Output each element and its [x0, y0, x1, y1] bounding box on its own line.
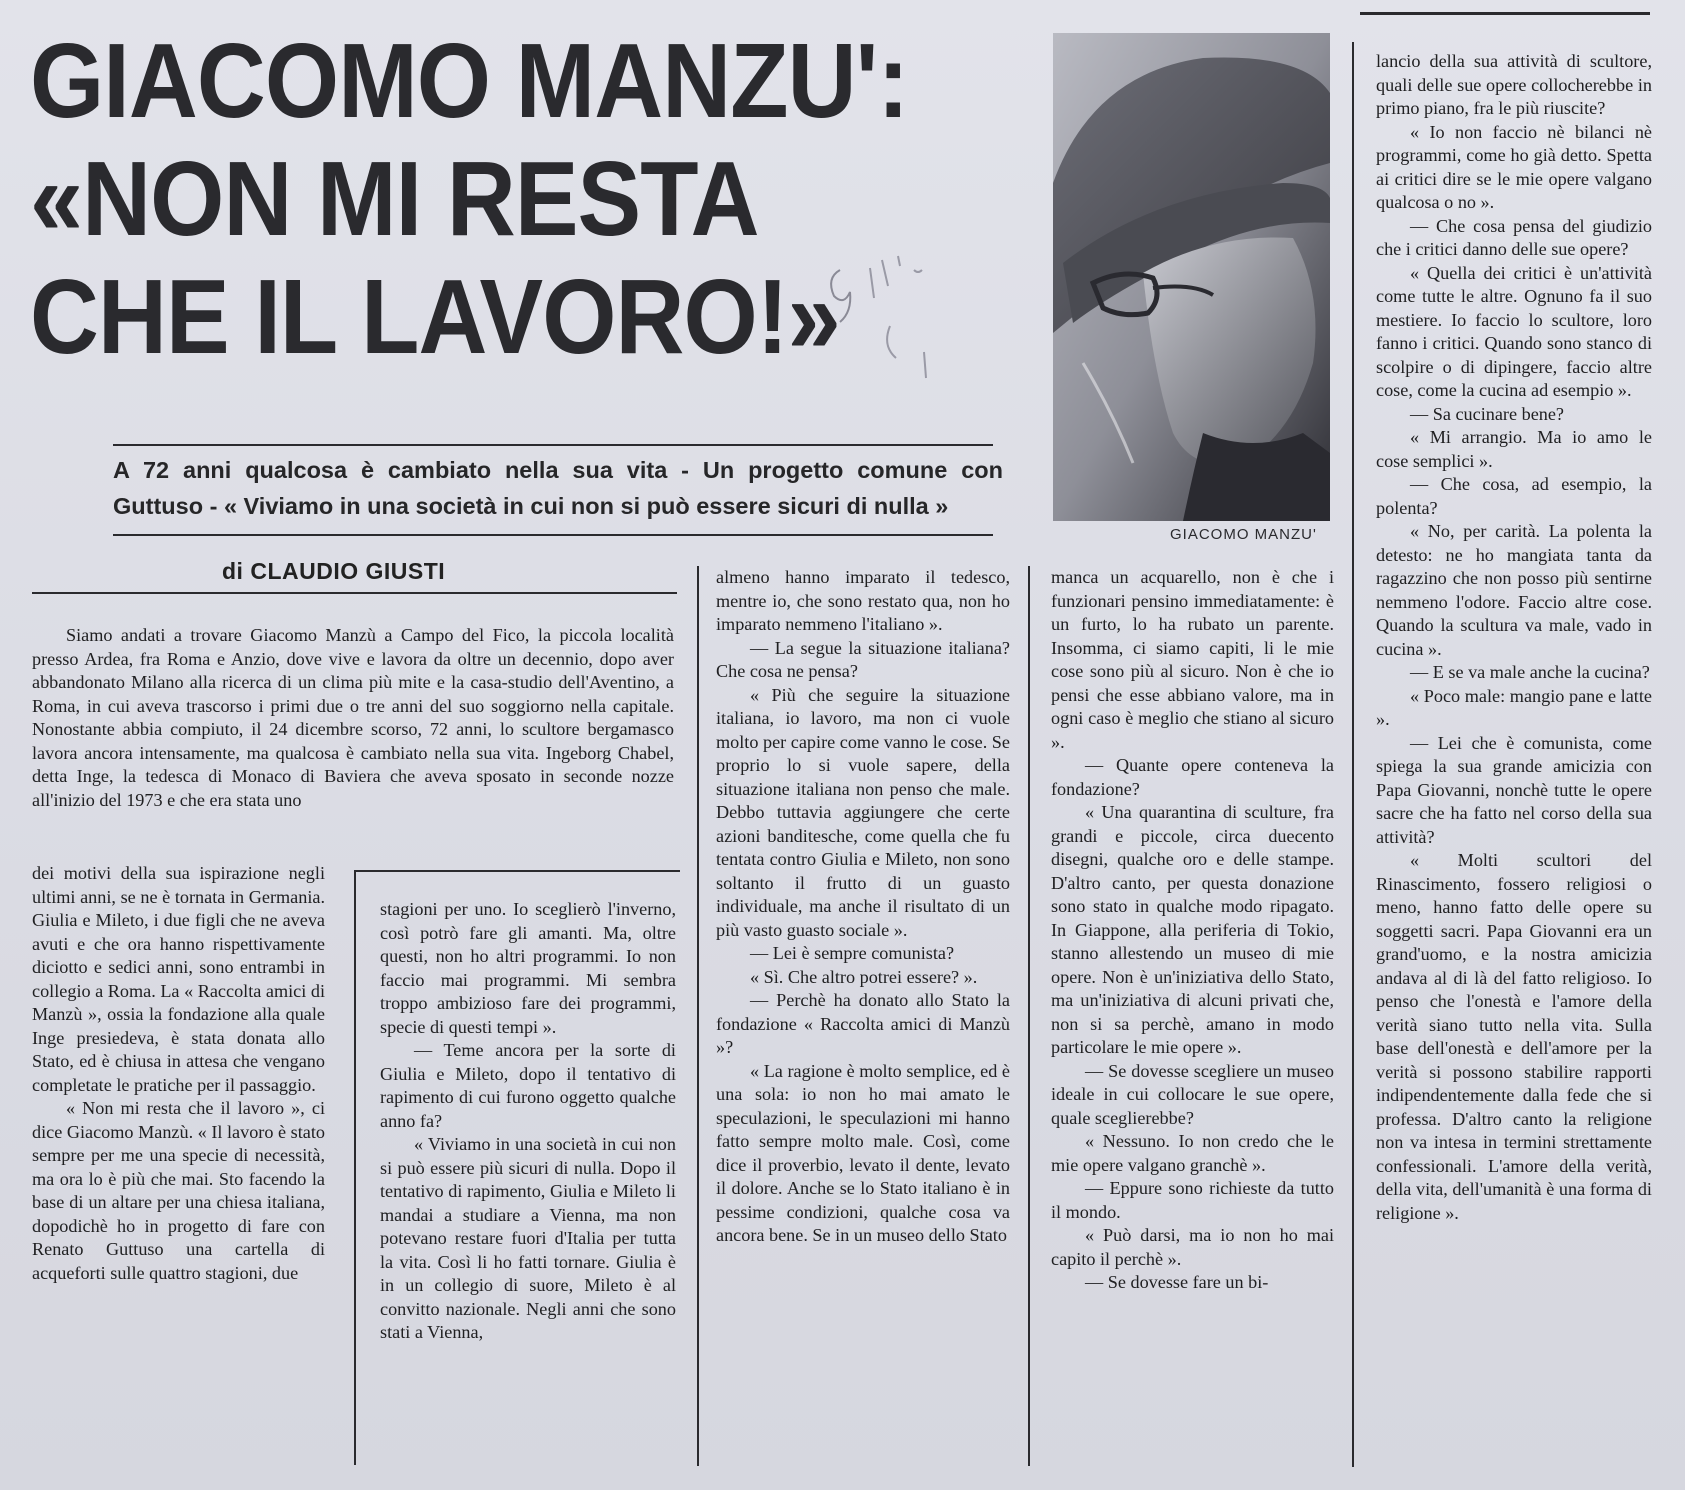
article-column-1-lower	[32, 862, 325, 1466]
paragraph: — E se va male anche la cucina?	[1410, 662, 1650, 682]
paragraph: « Poco male: mangio pane e latte ».	[1376, 685, 1652, 729]
paragraph: — Eppure sono richieste da tutto il mondo.	[1051, 1178, 1334, 1222]
headline-line-2: «NON MI RESTA	[30, 140, 759, 258]
subhead-bottom-rule	[113, 534, 993, 536]
column-rule-2	[697, 566, 699, 1466]
paragraph: Siamo andati a trovare Giacomo Manzù a Campo del Fico, la piccola località presso Ardea, fra Roma e Anzio, dove vive e lavora da oltre un decennio, dopo aver abbandonato Milano alla ricerca di un clima più mite e la casa-studio dell'Aventino, a Roma, in cui aveva trascorso i primi due o tre anni del suo soggiorno nella capitale. Nonostante abbia compiuto, il 24 dicembre scorso, 72 anni, lo scultore bergamasco lavora ancora intensamente, ma qualcosa è cambiato nella sua vita. Ingeborg Chabel, detta Inge, la tedesca di Monaco di Baviera che aveva sposato in seconde nozze all'inizio del 1973 e che era stata uno	[32, 625, 674, 810]
top-border-rule	[1360, 12, 1650, 15]
article-column-5	[1376, 50, 1652, 1470]
paragraph: — Quante opere conteneva la fondazione?	[1051, 755, 1334, 799]
photo-caption: GIACOMO MANZU'	[1170, 526, 1317, 543]
subheadline: A 72 anni qualcosa è cambiato nella sua vita - Un progetto comune con Guttuso - « Viviamo in una società in cui non si può essere sicuri di nulla »	[113, 457, 1003, 519]
paragraph: — Che cosa, ad esempio, la polenta?	[1376, 474, 1652, 518]
paragraph: — Se dovesse scegliere un museo ideale in cui collocare le sue opere, quale sceglierebbe?	[1051, 1060, 1334, 1128]
paragraph: « Più che seguire la situazione italiana, io lavoro, ma non ci vuole molto per capire come vanno le cose. Se proprio lo si vuole sapere, della situazione italiana non penso che male. Debbo tuttavia aggiungere che certe azioni banditesche, come quella che fu tentata contro Giulia e Mileto, non sono soltanto il frutto di un guasto individuale, ma anche il risultato di un più vasto guasto sociale ».	[716, 684, 1010, 940]
paragraph: — Lei è sempre comunista?	[750, 943, 955, 963]
paragraph: « Viviamo in una società in cui non si può essere più sicuri di nulla. Dopo il tentativo di rapimento, Giulia e Mileto li mandai a studiare a Vienna, ma non potevano restare fuori d'Italia per tutta la vita. Così li ho fatti tornare. Giulia è in un collegio di suore, Mileto è al convitto nazionale. Negli anni che sono stati a Vienna,	[380, 1134, 676, 1342]
column-rule-3	[1028, 566, 1030, 1466]
column-rule-1	[354, 870, 356, 1465]
pencil-scribble-mark	[818, 240, 958, 410]
article-column-2	[380, 898, 676, 1468]
paragraph: — Teme ancora per la sorte di Giulia e Mileto, dopo il tentativo di rapimento di cui furono oggetto qualche anno fa?	[380, 1040, 676, 1131]
paragraph: « Nessuno. Io non credo che le mie opere valgano granchè ».	[1051, 1131, 1334, 1175]
paragraph: — Sa cucinare bene?	[1410, 403, 1565, 424]
paragraph: « Quella dei critici è un'attività come tutte le altre. Ognuno fa il suo mestiere. Io faccio lo scultore, loro fanno i critici. Quando sono stanco di scolpire o di dipingere, faccio altre cose, come la cucina ad esempio ».	[1376, 262, 1652, 400]
subhead-top-rule	[113, 444, 993, 446]
article-column-4	[1051, 566, 1334, 1470]
paragraph: « Molti scultori del Rinascimento, fossero religiosi o meno, hanno fatto delle opere su soggetti sacri. Papa Giovanni era un grand'uomo, e la nostra amicizia andava al di là del fatto religioso. Io penso che l'onestà e l'amore della verità siano tutto nella vita. Sulla base dell'onestà e dell'amore per la verità si possono stabilire rapporti indipendentemente dalla fede che si professa. D'altro canto la religione non va intesa in termini strettamente confessionali. L'amore della verità, della vita, dell'umanità è una forma di religione ».	[1376, 850, 1652, 1223]
paragraph: « La ragione è molto semplice, ed è una sola: io non ho mai amato le speculazioni, le speculazioni mi hanno fatto sempre molto male. Così, come dice il proverbio, levato il dente, levato il dolore. Anche se lo Stato italiano è in pessime condizioni, qualche cosa va ancora bene. Se in un museo dello Stato	[716, 1060, 1010, 1245]
paragraph: — Che cosa pensa del giudizio che i critici danno delle sue opere?	[1376, 215, 1652, 259]
paragraph: « No, per carità. La polenta la detesto: ne ho mangiata tanta da ragazzino che non posso più sentirne nemmeno l'odore. Faccio altre cose. Quando la scultura va male, vado in cucina ».	[1376, 521, 1652, 659]
paragraph: « Può darsi, ma io non ho mai capito il perchè ».	[1051, 1225, 1334, 1269]
article-column-1	[32, 624, 674, 864]
byline-rule	[32, 592, 677, 594]
byline: di CLAUDIO GIUSTI	[222, 558, 446, 584]
paragraph: — Perchè ha donato allo Stato la fondazione « Raccolta amici di Manzù »?	[716, 990, 1010, 1057]
headline	[30, 22, 948, 376]
paragraph: « Non mi resta che il lavoro », ci dice Giacomo Manzù. « Il lavoro è stato sempre per me una specie di necessità, ma ora lo è più che mai. Sto facendo la base di un altare per una chiesa italiana, dopodichè ho in progetto di fare con Renato Guttuso una cartella di acqueforti sulle quattro stagioni, due	[32, 1098, 325, 1283]
paragraph: dei motivi della sua ispirazione negli ultimi anni, se ne è tornata in Germania. Giulia e Mileto, i due figli che ne aveva avuti e che ora hanno rispettivamente diciotto e sedici anni, sono entrambi in collegio a Roma. La « Raccolta amici di Manzù », ossia la fondazione alla quale Inge presiedeva, è stata donata allo Stato, ed è chiusa in attesa che vengano completate le pratiche per il passaggio.	[32, 863, 325, 1095]
column-rule-1-top	[354, 870, 680, 872]
paragraph: « Sì. Che altro potrei essere? ».	[750, 966, 978, 987]
portrait-photo	[1053, 33, 1330, 521]
paragraph: — La segue la situazione italiana? Che cosa ne pensa?	[716, 637, 1010, 681]
headline-line-3: CHE IL LAVORO!»	[30, 258, 840, 376]
paragraph: — Se dovesse fare un bi-	[1085, 1272, 1269, 1292]
paragraph: « Una quarantina di sculture, fra grandi e piccole, circa duecento disegni, qualche oro e delle stampe. D'altro canto, per questa donazione sono stato in qualche modo ripagato. In Giappone, alla periferia di Tokio, stanno allestendo un museo di mie opere. Non è un'iniziativa dello Stato, ma un'iniziativa di alcuni privati che, non si sa perchè, amano in modo particolare le mie opere ».	[1051, 802, 1334, 1057]
headline-line-1: GIACOMO MANZU':	[30, 22, 909, 140]
paragraph: manca un acquarello, non è che i funzionari pensino immediatamente: è un furto, lo ha rubato un parente. Insomma, ci siamo capiti, li le mie cose sono più al sicuro. Non è che io pensi che esse abbiano valore, ma in ogni caso è meglio che stiano al sicuro ».	[1051, 567, 1334, 752]
paragraph: almeno hanno imparato il tedesco, mentre io, che sono restato qua, non ho imparato nemmeno l'italiano ».	[716, 567, 1010, 634]
paragraph: stagioni per uno. Io sceglierò l'inverno, così potrò fare gli amanti. Ma, oltre questi, non ho altri programmi. Io non faccio mai programmi. Mi sembra troppo ambizioso fare dei programmi, specie di questi tempi ».	[380, 899, 676, 1037]
paragraph: « Io non faccio nè bilanci nè programmi, come ho già detto. Spetta ai critici dire se le mie opere valgano qualcosa o no ».	[1376, 121, 1652, 212]
paragraph: — Lei che è comunista, come spiega la sua grande amicizia con Papa Giovanni, nonchè tutte le opere sacre che ha fatto nel corso della sua attività?	[1376, 732, 1652, 847]
article-column-3	[716, 566, 1010, 1470]
paragraph: lancio della sua attività di scultore, quali delle sue opere collocherebbe in primo piano, fra le più riuscite?	[1376, 51, 1652, 118]
column-rule-4	[1352, 42, 1354, 1467]
paragraph: « Mi arrangio. Ma io amo le cose semplici ».	[1376, 427, 1652, 471]
